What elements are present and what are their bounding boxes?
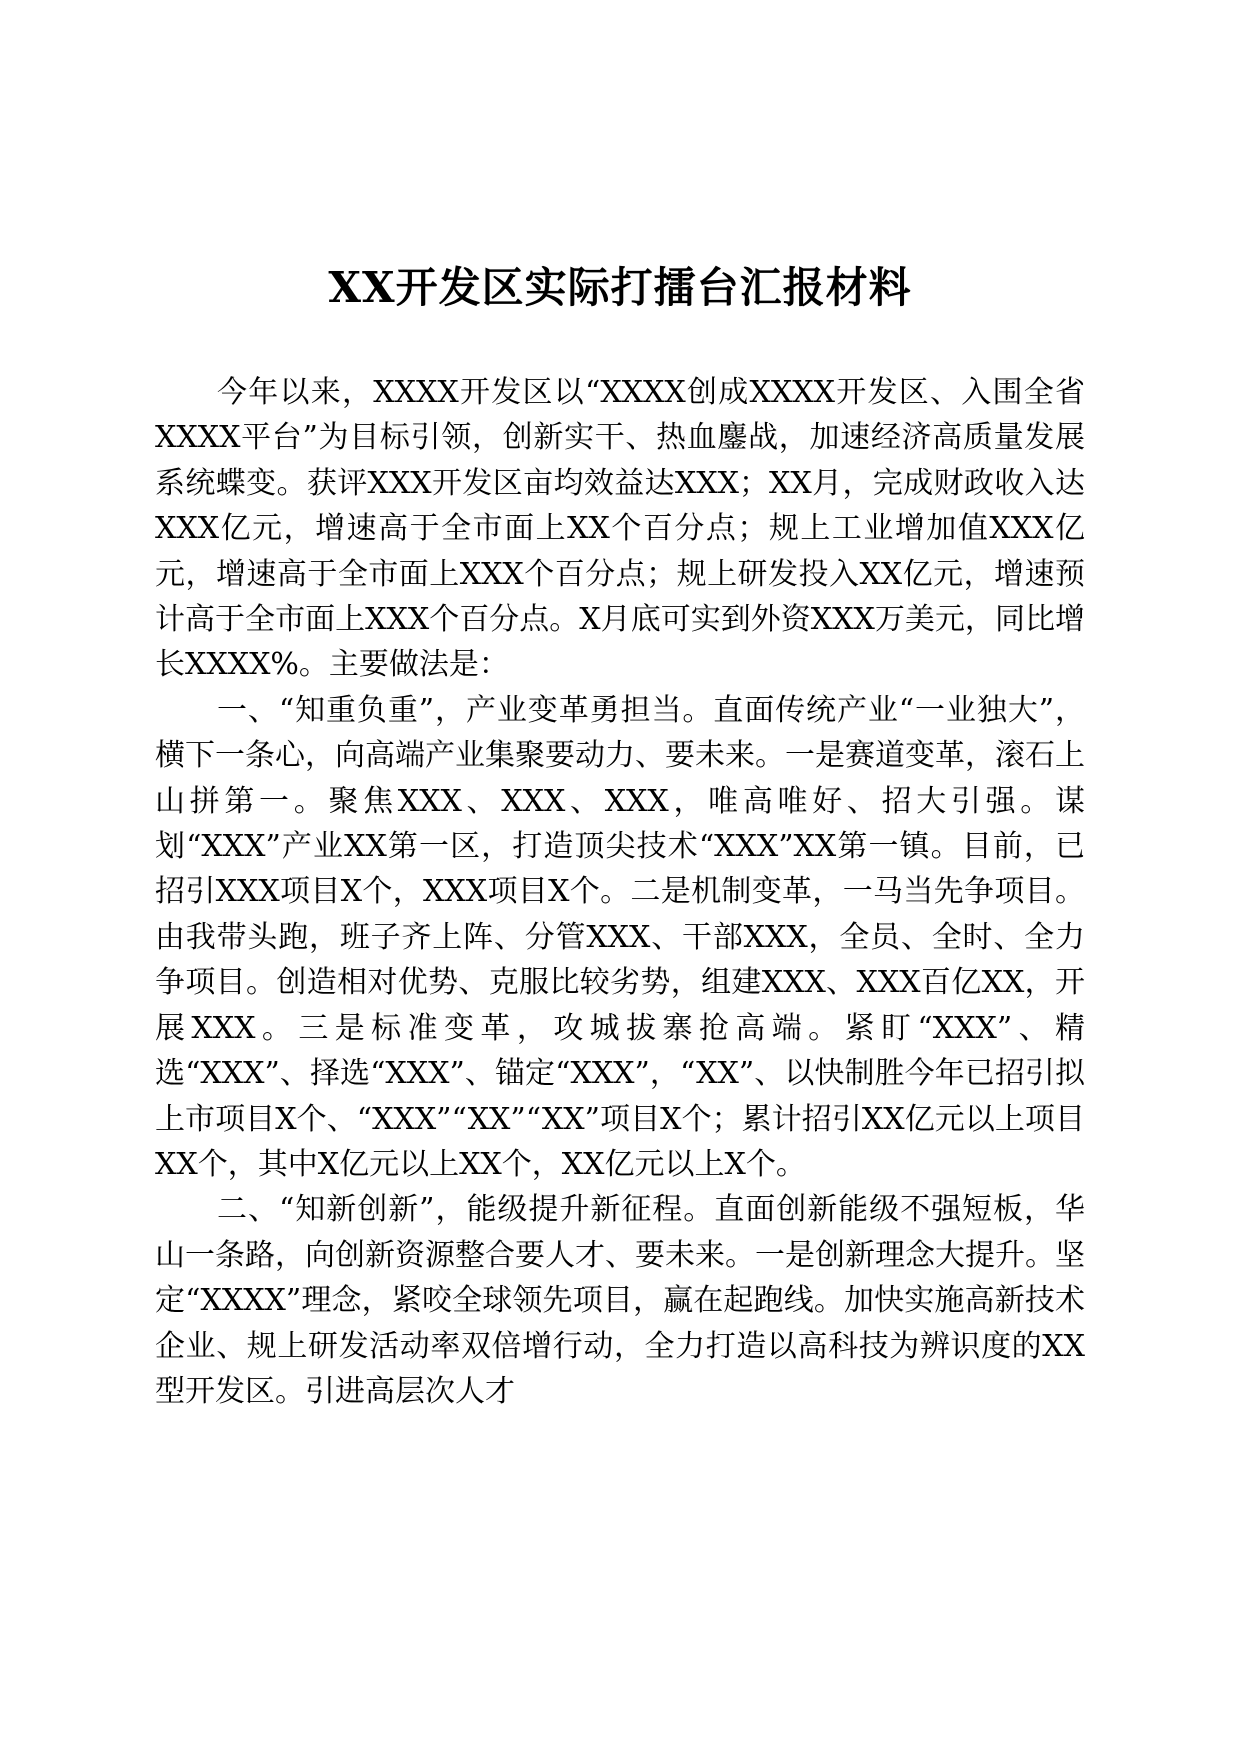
paragraph-intro: 今年以来，XXXX开发区以“XXXX创成XXXX开发区、入围全省XXXX平台”为目标引领，创新实干、热血鏖战，加速经济高质量发展系统蝶变。获评XXX开发区亩均效益达XXX；XX月，完成财政收入达XXX亿元，增速高于全市面上XX个百分点；规上工业增加值XXX亿元，增速高于全市面上XXX个百分点；规上研发投入XX亿元，增速预计高于全市面上XXX个百分点。X月底可实到外资XXX万美元，同比增长XXXX%。主要做法是：	[155, 375, 1085, 683]
paragraph-section-two: 二、“知新创新”，能级提升新征程。直面创新能级不强短板，华山一条路，向创新资源整合要人才、要未来。一是创新理念大提升。坚定“XXXX”理念，紧咬全球领先项目，赢在起跑线。加快实施高新技术企业、规上研发活动率双倍增行动，全力打造以高科技为辨识度的XX型开发区。引进高层次人才	[155, 1192, 1085, 1409]
paragraph-section-one: 一、“知重负重”，产业变革勇担当。直面传统产业“一业独大”，横下一条心，向高端产业集聚要动力、要未来。一是赛道变革，滚石上山拼第一。聚焦XXX、XXX、XXX，唯高唯好、招大引强。谋划“XXX”产业XX第一区，打造顶尖技术“XXX”XX第一镇。目前，已招引XXX项目X个，XXX项目X个。二是机制变革，一马当先争项目。由我带头跑，班子齐上阵、分管XXX、干部XXX，全员、全时、全力争项目。创造相对优势、克服比较劣势，组建XXX、XXX百亿XX，开展XXX。三是标准变革，攻城拔寨抢高端。紧盯“XXX”、精选“XXX”、择选“XXX”、锚定“XXX”，“XX”、以快制胜今年已招引拟上市项目X个、“XXX”“XX”“XX”项目X个；累计招引XX亿元以上项目XX个，其中X亿元以上XX个，XX亿元以上X个。	[155, 692, 1085, 1182]
document-body	[155, 370, 1085, 1414]
document-title: XX开发区实际打擂台汇报材料	[328, 263, 912, 312]
